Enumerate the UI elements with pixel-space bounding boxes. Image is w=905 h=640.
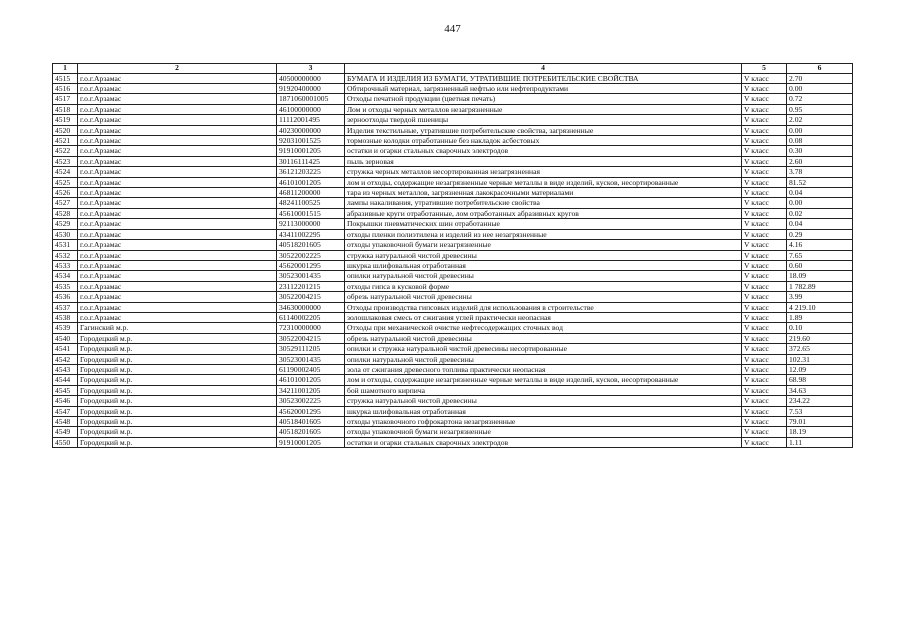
table-row (53, 333, 853, 343)
amount-cell: 0.10 (787, 323, 853, 333)
row-index-cell: 4524 (53, 167, 78, 177)
hazard-class-cell: V класс (742, 364, 787, 374)
waste-description-cell: Отходы при механической очистке нефтесодержащих сточных вод (345, 323, 742, 333)
amount-cell: 0.29 (787, 229, 853, 239)
waste-description-cell: золошлаковая смесь от сжигания углей практически неопасная (345, 312, 742, 322)
waste-description-cell: лом и отходы, содержащие незагрязненные черные металлы в виде изделий, кусков, несортированные (345, 177, 742, 187)
hazard-class-cell: V класс (742, 240, 787, 250)
district-cell: Городецкий м.р. (78, 427, 277, 437)
row-index-cell: 4525 (53, 177, 78, 187)
row-index-cell: 4530 (53, 229, 78, 239)
table-row (53, 396, 853, 406)
hazard-class-cell: V класс (742, 271, 787, 281)
hazard-class-cell: V класс (742, 406, 787, 416)
district-cell: г.о.г.Арзамас (78, 167, 277, 177)
district-cell: г.о.г.Арзамас (78, 312, 277, 322)
hazard-class-cell: V класс (742, 375, 787, 385)
row-index-cell: 4534 (53, 271, 78, 281)
table-row (53, 417, 853, 427)
column-header: 5 (742, 64, 787, 74)
amount-cell: 102.31 (787, 354, 853, 364)
table-row (53, 292, 853, 302)
hazard-class-cell: V класс (742, 333, 787, 343)
waste-code-cell: 45610001515 (277, 208, 345, 218)
waste-code-cell: 72310000000 (277, 323, 345, 333)
table-row (53, 208, 853, 218)
district-cell: г.о.г.Арзамас (78, 94, 277, 104)
table-row (53, 104, 853, 114)
district-cell: Городецкий м.р. (78, 364, 277, 374)
amount-cell: 2.60 (787, 156, 853, 166)
row-index-cell: 4544 (53, 375, 78, 385)
table-row (53, 229, 853, 239)
hazard-class-cell: V класс (742, 427, 787, 437)
amount-cell: 0.60 (787, 260, 853, 270)
amount-cell: 7.65 (787, 250, 853, 260)
row-index-cell: 4547 (53, 406, 78, 416)
row-index-cell: 4543 (53, 364, 78, 374)
hazard-class-cell: V класс (742, 396, 787, 406)
waste-description-cell: пыль зерновая (345, 156, 742, 166)
waste-description-cell: стружка натуральной чистой древесины (345, 396, 742, 406)
district-cell: Городецкий м.р. (78, 385, 277, 395)
waste-description-cell: опилки натуральной чистой древесины (345, 271, 742, 281)
district-cell: г.о.г.Арзамас (78, 250, 277, 260)
row-index-cell: 4515 (53, 73, 78, 83)
waste-code-cell: 46100000000 (277, 104, 345, 114)
amount-cell: 0.08 (787, 136, 853, 146)
row-index-cell: 4537 (53, 302, 78, 312)
hazard-class-cell: V класс (742, 219, 787, 229)
table-row (53, 167, 853, 177)
row-index-cell: 4539 (53, 323, 78, 333)
amount-cell: 68.98 (787, 375, 853, 385)
district-cell: г.о.г.Арзамас (78, 302, 277, 312)
district-cell: г.о.г.Арзамас (78, 208, 277, 218)
waste-description-cell: БУМАГА И ИЗДЕЛИЯ ИЗ БУМАГИ, УТРАТИВШИЕ ПОТРЕБИТЕЛЬСКИЕ СВОЙСТВА (345, 73, 742, 83)
waste-code-cell: 45620001295 (277, 406, 345, 416)
amount-cell: 0.95 (787, 104, 853, 114)
waste-code-cell: 92031001525 (277, 136, 345, 146)
waste-code-cell: 40518201605 (277, 427, 345, 437)
row-index-cell: 4545 (53, 385, 78, 395)
table-row (53, 354, 853, 364)
amount-cell: 234.22 (787, 396, 853, 406)
table-row (53, 375, 853, 385)
district-cell: Городецкий м.р. (78, 406, 277, 416)
waste-code-cell: 30522004215 (277, 292, 345, 302)
district-cell: Городецкий м.р. (78, 396, 277, 406)
table-body (53, 73, 853, 448)
district-cell: г.о.г.Арзамас (78, 177, 277, 187)
waste-description-cell: тара из черных металлов, загрязненная лакокрасочными материалами (345, 188, 742, 198)
column-number-row (53, 64, 853, 74)
waste-description-cell: Отходы печатной продукции (цветная печать) (345, 94, 742, 104)
waste-code-cell: 34211001205 (277, 385, 345, 395)
amount-cell: 3.78 (787, 167, 853, 177)
waste-description-cell: Лом и отходы черных металлов незагрязненные (345, 104, 742, 114)
waste-description-cell: отходы упаковочной бумаги незагрязненные (345, 240, 742, 250)
table-row (53, 364, 853, 374)
row-index-cell: 4528 (53, 208, 78, 218)
waste-description-cell: отходы гипса в кусковой форме (345, 281, 742, 291)
waste-description-cell: обрезь натуральной чистой древесины (345, 333, 742, 343)
hazard-class-cell: V класс (742, 417, 787, 427)
hazard-class-cell: V класс (742, 229, 787, 239)
waste-description-cell: шкурка шлифовальная отработанная (345, 406, 742, 416)
waste-description-cell: Изделия текстильные, утратившие потребительские свойства, загрязненные (345, 125, 742, 135)
waste-description-cell: отходы упаковочного гофрокартона незагрязненные (345, 417, 742, 427)
waste-code-cell: 36121203225 (277, 167, 345, 177)
hazard-class-cell: V класс (742, 198, 787, 208)
waste-description-cell: бой шамотного кирпича (345, 385, 742, 395)
district-cell: г.о.г.Арзамас (78, 115, 277, 125)
hazard-class-cell: V класс (742, 188, 787, 198)
row-index-cell: 4548 (53, 417, 78, 427)
hazard-class-cell: V класс (742, 125, 787, 135)
district-cell: г.о.г.Арзамас (78, 281, 277, 291)
district-cell: г.о.г.Арзамас (78, 125, 277, 135)
table-row (53, 406, 853, 416)
waste-description-cell: отходы пленки полиэтилена и изделий из нее незагрязненные (345, 229, 742, 239)
waste-code-cell: 30523001435 (277, 271, 345, 281)
district-cell: г.о.г.Арзамас (78, 104, 277, 114)
hazard-class-cell: V класс (742, 73, 787, 83)
table-row (53, 240, 853, 250)
waste-code-cell: 40500000000 (277, 73, 345, 83)
amount-cell: 2.02 (787, 115, 853, 125)
district-cell: Городецкий м.р. (78, 354, 277, 364)
hazard-class-cell: V класс (742, 156, 787, 166)
row-index-cell: 4522 (53, 146, 78, 156)
district-cell: Городецкий м.р. (78, 437, 277, 447)
amount-cell: 219.60 (787, 333, 853, 343)
row-index-cell: 4540 (53, 333, 78, 343)
table-row (53, 385, 853, 395)
waste-code-cell: 40230000000 (277, 125, 345, 135)
waste-code-cell: 30523001435 (277, 354, 345, 364)
row-index-cell: 4526 (53, 188, 78, 198)
row-index-cell: 4546 (53, 396, 78, 406)
district-cell: г.о.г.Арзамас (78, 188, 277, 198)
hazard-class-cell: V класс (742, 136, 787, 146)
waste-code-cell: 30116111425 (277, 156, 345, 166)
waste-description-cell: остатки и огарки стальных сварочных электродов (345, 146, 742, 156)
row-index-cell: 4527 (53, 198, 78, 208)
amount-cell: 0.04 (787, 219, 853, 229)
waste-description-cell: зерноотходы твердой пшеницы (345, 115, 742, 125)
page-number: 447 (444, 23, 461, 35)
row-index-cell: 4549 (53, 427, 78, 437)
table-row (53, 125, 853, 135)
waste-code-cell: 30522004215 (277, 333, 345, 343)
row-index-cell: 4542 (53, 354, 78, 364)
waste-code-cell: 40518401605 (277, 417, 345, 427)
district-cell: г.о.г.Арзамас (78, 198, 277, 208)
waste-description-cell: опилки натуральной чистой древесины (345, 354, 742, 364)
waste-code-cell: 11112001495 (277, 115, 345, 125)
hazard-class-cell: V класс (742, 385, 787, 395)
row-index-cell: 4541 (53, 344, 78, 354)
table-row (53, 156, 853, 166)
waste-code-cell: 92113000000 (277, 219, 345, 229)
column-header: 3 (277, 64, 345, 74)
waste-description-cell: обрезь натуральной чистой древесины (345, 292, 742, 302)
row-index-cell: 4523 (53, 156, 78, 166)
waste-description-cell: лампы накаливания, утратившие потребительские свойства (345, 198, 742, 208)
row-index-cell: 4519 (53, 115, 78, 125)
waste-code-cell: 30523002225 (277, 396, 345, 406)
amount-cell: 0.00 (787, 125, 853, 135)
waste-description-cell: стружка натуральной чистой древесины (345, 250, 742, 260)
waste-description-cell: стружка черных металлов несортированная незагрязненная (345, 167, 742, 177)
table-row (53, 177, 853, 187)
table-row (53, 302, 853, 312)
amount-cell: 2.70 (787, 73, 853, 83)
waste-registry-table (52, 63, 853, 448)
hazard-class-cell: V класс (742, 208, 787, 218)
amount-cell: 0.02 (787, 208, 853, 218)
district-cell: Гагинский м.р. (78, 323, 277, 333)
amount-cell: 34.63 (787, 385, 853, 395)
hazard-class-cell: V класс (742, 312, 787, 322)
table-row (53, 250, 853, 260)
amount-cell: 7.53 (787, 406, 853, 416)
table-row (53, 73, 853, 83)
amount-cell: 1 782.89 (787, 281, 853, 291)
table-row (53, 437, 853, 447)
hazard-class-cell: V класс (742, 354, 787, 364)
waste-code-cell: 48241100525 (277, 198, 345, 208)
row-index-cell: 4529 (53, 219, 78, 229)
district-cell: г.о.г.Арзамас (78, 240, 277, 250)
amount-cell: 1.89 (787, 312, 853, 322)
district-cell: г.о.г.Арзамас (78, 146, 277, 156)
district-cell: г.о.г.Арзамас (78, 136, 277, 146)
table-row (53, 115, 853, 125)
row-index-cell: 4518 (53, 104, 78, 114)
district-cell: Городецкий м.р. (78, 375, 277, 385)
waste-code-cell: 30522002225 (277, 250, 345, 260)
waste-description-cell: остатки и огарки стальных сварочных электродов (345, 437, 742, 447)
amount-cell: 18.19 (787, 427, 853, 437)
amount-cell: 18.09 (787, 271, 853, 281)
waste-description-cell: лом и отходы, содержащие незагрязненные черные металлы в виде изделий, кусков, несортированные (345, 375, 742, 385)
row-index-cell: 4536 (53, 292, 78, 302)
table-row (53, 146, 853, 156)
waste-code-cell: 91910001205 (277, 437, 345, 447)
amount-cell: 4 219.10 (787, 302, 853, 312)
amount-cell: 0.00 (787, 198, 853, 208)
waste-code-cell: 46101001205 (277, 177, 345, 187)
waste-code-cell: 40518201605 (277, 240, 345, 250)
row-index-cell: 4550 (53, 437, 78, 447)
row-index-cell: 4533 (53, 260, 78, 270)
table-row (53, 260, 853, 270)
row-index-cell: 4532 (53, 250, 78, 260)
waste-description-cell: Обтирочный материал, загрязненный нефтью или нефтепродуктами (345, 84, 742, 94)
amount-cell: 12.09 (787, 364, 853, 374)
hazard-class-cell: V класс (742, 167, 787, 177)
table-row (53, 198, 853, 208)
waste-code-cell: 30529111205 (277, 344, 345, 354)
waste-code-cell: 46101001205 (277, 375, 345, 385)
column-header: 2 (78, 64, 277, 74)
district-cell: Городецкий м.р. (78, 344, 277, 354)
table-row (53, 136, 853, 146)
waste-code-cell: 61140002205 (277, 312, 345, 322)
hazard-class-cell: V класс (742, 84, 787, 94)
waste-description-cell: шкурка шлифовальная отработанная (345, 260, 742, 270)
hazard-class-cell: V класс (742, 292, 787, 302)
column-header: 6 (787, 64, 853, 74)
district-cell: г.о.г.Арзамас (78, 292, 277, 302)
waste-code-cell: 61190002405 (277, 364, 345, 374)
table-row (53, 312, 853, 322)
waste-code-cell: 45620001295 (277, 260, 345, 270)
hazard-class-cell: V класс (742, 177, 787, 187)
table-row (53, 271, 853, 281)
district-cell: г.о.г.Арзамас (78, 260, 277, 270)
table-row (53, 94, 853, 104)
district-cell: г.о.г.Арзамас (78, 84, 277, 94)
waste-code-cell: 34630000000 (277, 302, 345, 312)
hazard-class-cell: V класс (742, 146, 787, 156)
table-row (53, 344, 853, 354)
table-row (53, 281, 853, 291)
column-header: 1 (53, 64, 78, 74)
row-index-cell: 4517 (53, 94, 78, 104)
waste-code-cell: 91910001205 (277, 146, 345, 156)
waste-description-cell: Покрышки пневматических шин отработанные (345, 219, 742, 229)
table-row (53, 84, 853, 94)
row-index-cell: 4531 (53, 240, 78, 250)
amount-cell: 4.16 (787, 240, 853, 250)
table-row (53, 219, 853, 229)
amount-cell: 0.72 (787, 94, 853, 104)
amount-cell: 372.65 (787, 344, 853, 354)
waste-description-cell: опилки и стружка натуральной чистой древесины несортированные (345, 344, 742, 354)
row-index-cell: 4516 (53, 84, 78, 94)
waste-description-cell: зола от сжигания древесного топлива практически неопасная (345, 364, 742, 374)
row-index-cell: 4520 (53, 125, 78, 135)
district-cell: г.о.г.Арзамас (78, 73, 277, 83)
hazard-class-cell: V класс (742, 344, 787, 354)
amount-cell: 81.52 (787, 177, 853, 187)
waste-code-cell: 91920400000 (277, 84, 345, 94)
amount-cell: 3.99 (787, 292, 853, 302)
hazard-class-cell: V класс (742, 260, 787, 270)
hazard-class-cell: V класс (742, 115, 787, 125)
hazard-class-cell: V класс (742, 250, 787, 260)
waste-description-cell: абразивные круги отработанные, лом отработанных абразивных кругов (345, 208, 742, 218)
hazard-class-cell: V класс (742, 323, 787, 333)
district-cell: г.о.г.Арзамас (78, 219, 277, 229)
waste-code-cell: 46811200000 (277, 188, 345, 198)
amount-cell: 0.00 (787, 84, 853, 94)
hazard-class-cell: V класс (742, 437, 787, 447)
amount-cell: 79.01 (787, 417, 853, 427)
waste-description-cell: отходы упаковочной бумаги незагрязненные (345, 427, 742, 437)
column-header: 4 (345, 64, 742, 74)
table-row (53, 188, 853, 198)
waste-code-cell: 23112201215 (277, 281, 345, 291)
row-index-cell: 4538 (53, 312, 78, 322)
hazard-class-cell: V класс (742, 281, 787, 291)
hazard-class-cell: V класс (742, 104, 787, 114)
amount-cell: 0.30 (787, 146, 853, 156)
hazard-class-cell: V класс (742, 302, 787, 312)
amount-cell: 0.04 (787, 188, 853, 198)
row-index-cell: 4535 (53, 281, 78, 291)
district-cell: Городецкий м.р. (78, 333, 277, 343)
waste-description-cell: тормозные колодки отработанные без накладок асбестовых (345, 136, 742, 146)
table-row (53, 427, 853, 437)
row-index-cell: 4521 (53, 136, 78, 146)
table-row (53, 323, 853, 333)
waste-description-cell: Отходы производства гипсовых изделий для использования в строительстве (345, 302, 742, 312)
district-cell: г.о.г.Арзамас (78, 271, 277, 281)
hazard-class-cell: V класс (742, 94, 787, 104)
district-cell: г.о.г.Арзамас (78, 156, 277, 166)
district-cell: г.о.г.Арзамас (78, 229, 277, 239)
waste-code-cell: 1871060001005 (277, 94, 345, 104)
amount-cell: 1.11 (787, 437, 853, 447)
district-cell: Городецкий м.р. (78, 417, 277, 427)
waste-code-cell: 43411002295 (277, 229, 345, 239)
